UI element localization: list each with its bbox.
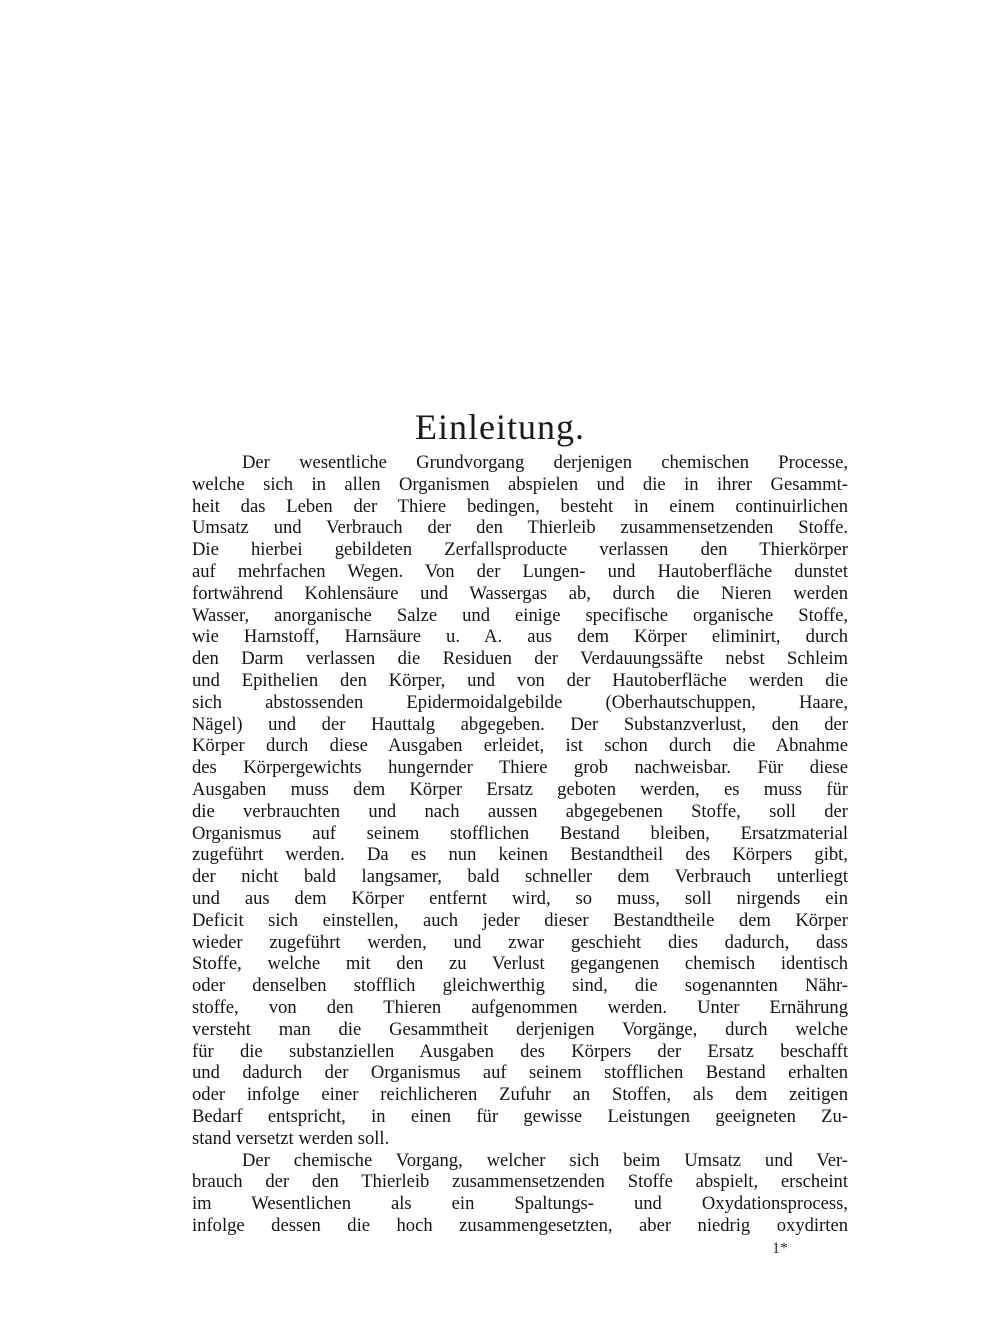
text-line: wie Harnstoff, Harnsäure u. A. aus dem Körper eliminirt, durch (192, 626, 848, 648)
text-line: für die substanziellen Ausgaben des Körpers der Ersatz beschafft (192, 1040, 848, 1062)
text-line: stand versetzt werden soll. (192, 1127, 390, 1149)
text-line: die verbrauchten und nach aussen abgegebenen Stoffe, soll der (192, 800, 848, 822)
text-line: Wasser, anorganische Salze und einige specifische organische Stoffe, (192, 604, 848, 626)
text-line: oder denselben stofflich gleichwerthig sind, die sogenannten Nähr- (192, 975, 848, 997)
text-line: Organismus auf seinem stofflichen Bestand bleiben, Ersatzmaterial (192, 822, 848, 844)
text-line: Ausgaben muss dem Körper Ersatz geboten werden, es muss für (192, 778, 848, 800)
text-line: Bedarf entspricht, in einen für gewisse Leistungen geeigneten Zu- (192, 1105, 848, 1127)
text-line: versteht man die Gesammtheit derjenigen Vorgänge, durch welche (192, 1018, 848, 1040)
text-line: welche sich in allen Organismen abspielen und die in ihrer Gesammt- (192, 473, 848, 495)
text-line: wieder zugeführt werden, und zwar geschieht dies dadurch, dass (192, 931, 848, 953)
signature-mark: 1* (772, 1240, 788, 1257)
text-line: auf mehrfachen Wegen. Von der Lungen- und Hautoberfläche dunstet (192, 560, 848, 582)
text-line: Die hierbei gebildeten Zerfallsproducte verlassen den Thierkörper (192, 539, 848, 561)
text-line: Umsatz und Verbrauch der den Thierleib zusammensetzenden Stoffe. (192, 517, 848, 539)
text-line: des Körpergewichts hungernder Thiere grob nachweisbar. Für diese (192, 757, 848, 779)
body-text (192, 452, 848, 1237)
text-line: Nägel) und der Hauttalg abgegeben. Der Substanzverlust, den der (192, 713, 848, 735)
text-line: fortwährend Kohlensäure und Wassergas ab, durch die Nieren werden (192, 582, 848, 604)
text-line: der nicht bald langsamer, bald schneller dem Verbrauch unterliegt (192, 866, 848, 888)
text-line: heit das Leben der Thiere bedingen, besteht in einem continuirlichen (192, 495, 848, 517)
text-line: und Epithelien den Körper, und von der Hautoberfläche werden die (192, 669, 848, 691)
text-line: Körper durch diese Ausgaben erleidet, ist schon durch die Abnahme (192, 735, 848, 757)
text-line: infolge dessen die hoch zusammengesetzten, aber niedrig oxydirten (192, 1214, 848, 1236)
text-line: im Wesentlichen als ein Spaltungs- und Oxydationsprocess, (192, 1193, 848, 1215)
text-line: stoffe, von den Thieren aufgenommen werden. Unter Ernährung (192, 996, 848, 1018)
text-line: sich abstossenden Epidermoidalgebilde (Oberhautschuppen, Haare, (192, 691, 848, 713)
text-line: Der chemische Vorgang, welcher sich beim Umsatz und Ver- (242, 1149, 848, 1171)
text-line: brauch der den Thierleib zusammensetzenden Stoffe abspielt, erscheint (192, 1171, 848, 1193)
text-line: und aus dem Körper entfernt wird, so muss, soll nirgends ein (192, 887, 848, 909)
text-line: Deficit sich einstellen, auch jeder dieser Bestandtheile dem Körper (192, 909, 848, 931)
text-line: den Darm verlassen die Residuen der Verdauungssäfte nebst Schleim (192, 648, 848, 670)
chapter-title: Einleitung. (415, 407, 585, 448)
text-line: zugeführt werden. Da es nun keinen Bestandtheil des Körpers gibt, (192, 844, 848, 866)
text-line: Der wesentliche Grundvorgang derjenigen chemischen Processe, (242, 452, 848, 473)
text-line: oder infolge einer reichlicheren Zufuhr an Stoffen, als dem zeitigen (192, 1084, 848, 1106)
text-line: Stoffe, welche mit den zu Verlust gegangenen chemisch identisch (192, 953, 848, 975)
text-line: und dadurch der Organismus auf seinem stofflichen Bestand erhalten (192, 1062, 848, 1084)
